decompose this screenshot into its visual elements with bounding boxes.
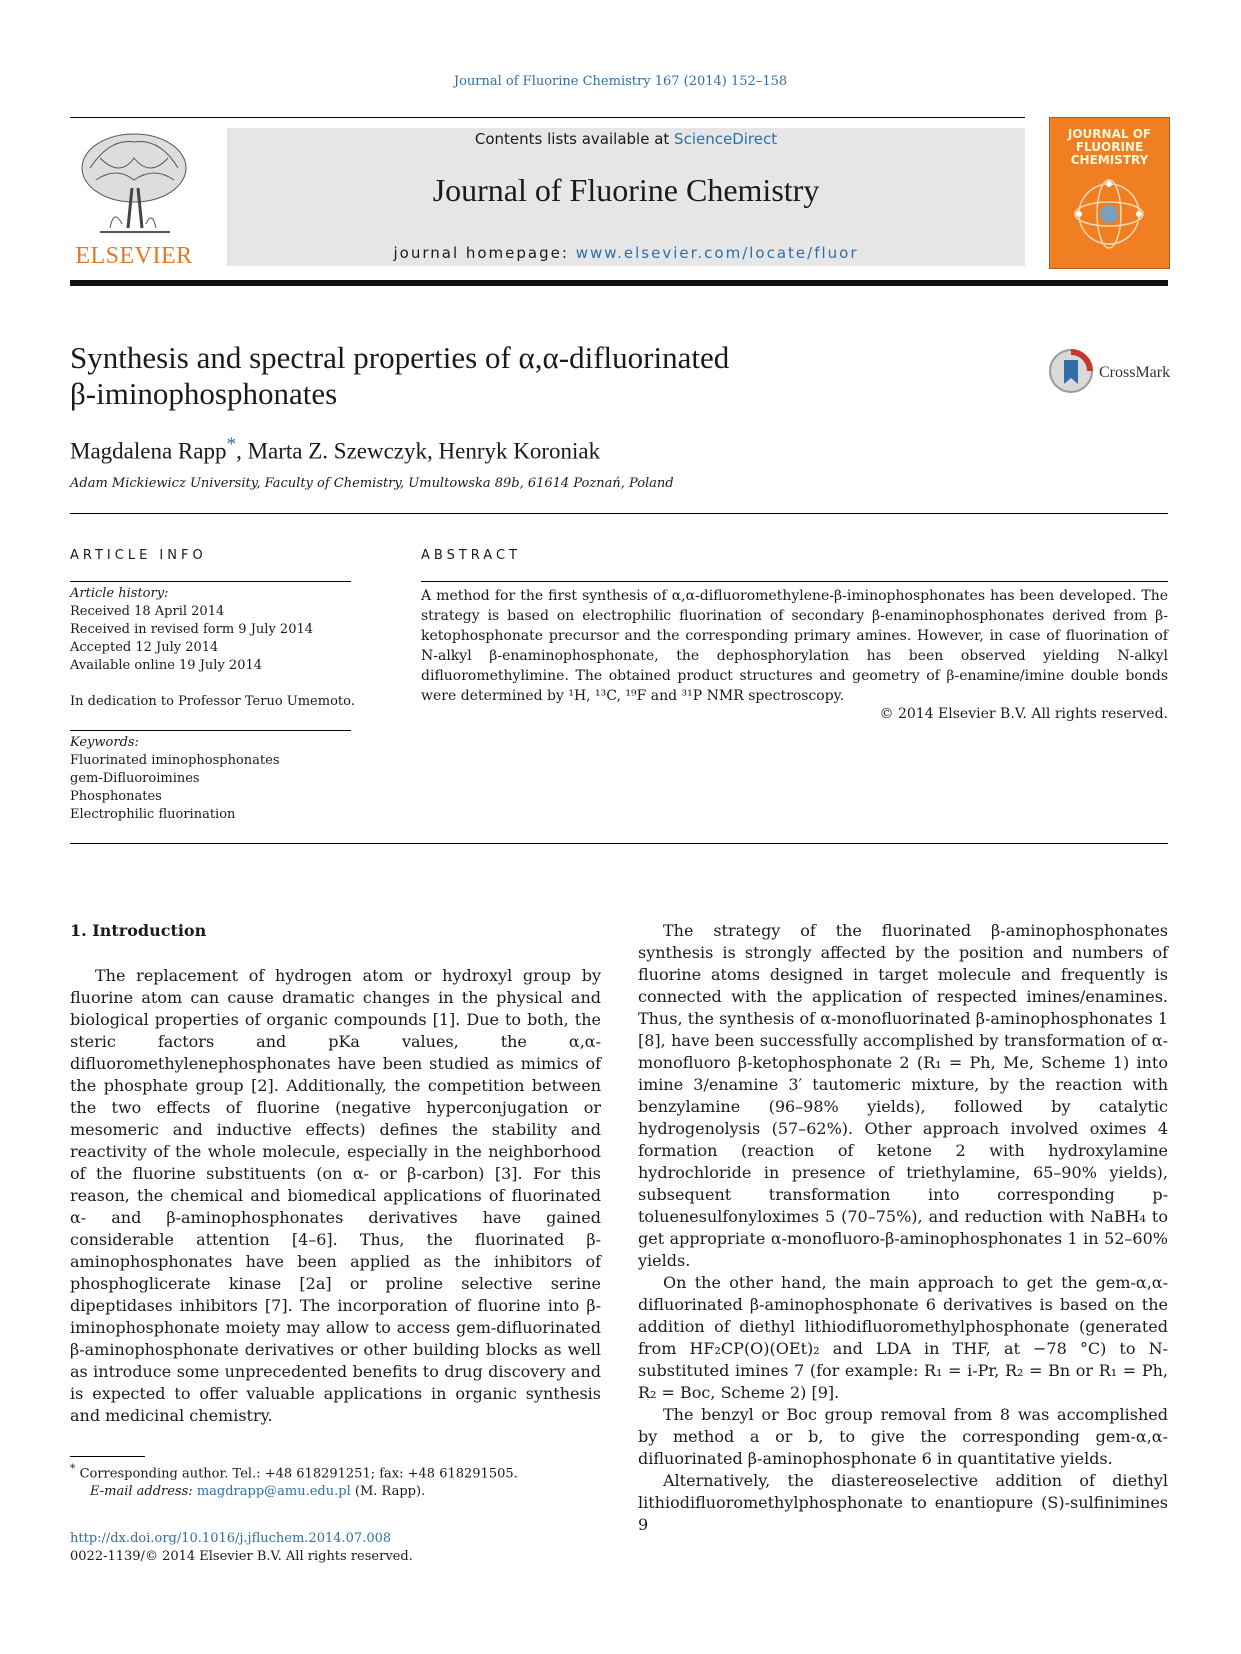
corresponding-author-mark[interactable]: * xyxy=(226,434,237,455)
elsevier-logo xyxy=(70,128,198,270)
history-received: Received 18 April 2014 xyxy=(70,604,225,619)
keyword: gem-Difluoroimines xyxy=(70,771,200,786)
abstract-text: A method for the first synthesis of α,α-difluoromethylene-β-iminophosphonates has been developed. The strategy is based on electrophilic fluorination of secondary β-enaminophosphonates derived from β-ketophosphonate precursor and the corresponding primary amines. However, in case of fluorination of N-alkyl β-enaminophosphonate, the dephosphorylation has been observed yielding N-alkyl difluoromethylimine. The obtained product structures and geometry of β-enamine/imine double bonds were determined by ¹H, ¹³C, ¹⁹F and ³¹P NMR spectroscopy. xyxy=(421,588,1168,704)
homepage-prefix: journal homepage: xyxy=(393,244,576,262)
paragraph: The replacement of hydrogen atom or hydroxyl group by fluorine atom can cause dramatic changes in the physical and biological properties of organic compounds [1]. Due to both, the steric factors and pKa values, the α,α-difluoromethylenephosphonates have been studied as mimics of the phosphate group [2]. Additionally, the competition between the two effects of fluorine (negative hyperconjugation or mesomeric and inductive effects) defines the stability and reactivity of the whole molecule, especially in the neighborhood of the fluorine substituents (on α- or β-carbon) [3]. For this reason, the chemical and biomedical applications of fluorinated α- and β-aminophosphonates derivatives have gained considerable attention [4–6]. Thus, the fluorinated β-aminophosphonates have been applied as the inhibitors of phosphoglicerate kinase [2a] or proline selective serine dipeptidases inhibitors [7]. The incorporation of fluorine into β-iminophosphonate moiety may allow to access gem-difluorinated β-aminophosphonate derivatives or other building blocks as well as introduce some unprecedented benefits to drug discovery and is expected to offer valuable applications in organic synthesis and medicinal chemistry. xyxy=(70,966,601,1425)
history-accepted: Accepted 12 July 2014 xyxy=(70,640,219,655)
corresponding-author: Corresponding author. Tel.: +48 618291251; fax: +48 618291505. xyxy=(79,1466,518,1482)
email-label: E-mail address: xyxy=(90,1484,197,1500)
cover-title-line: FLUORINE xyxy=(1075,140,1144,154)
email-link[interactable]: magdrapp@amu.edu.pl xyxy=(196,1484,351,1500)
issn-copyright: 0022-1139/© 2014 Elsevier B.V. All rights reserved. xyxy=(70,1549,413,1564)
crossmark-label: CrossMark xyxy=(1099,364,1171,381)
other-authors: , Marta Z. Szewczyk, Henryk Koroniak xyxy=(236,438,601,464)
keyword: Phosphonates xyxy=(70,789,162,804)
divider xyxy=(421,581,1168,582)
cover-title-line: JOURNAL OF xyxy=(1067,127,1152,141)
contents-prefix: Contents lists available at xyxy=(474,130,675,148)
journal-citation-link[interactable]: Journal of Fluorine Chemistry 167 (2014) 152–158 xyxy=(453,74,788,89)
footnote-mark: * xyxy=(70,1462,76,1475)
article-history xyxy=(70,585,360,711)
keywords xyxy=(70,734,360,824)
divider xyxy=(70,730,351,731)
section-heading: 1. Introduction xyxy=(70,921,207,940)
history-revised: Received in revised form 9 July 2014 xyxy=(70,622,314,637)
crossmark-icon xyxy=(1048,348,1094,394)
atom-icon xyxy=(1064,174,1154,254)
keyword: Fluorinated iminophosphonates xyxy=(70,753,280,768)
footnote-email-line xyxy=(70,1483,610,1501)
affiliation: Adam Mickiewicz University, Faculty of Chemistry, Umultowska 89b, 61614 Poznań, Poland xyxy=(70,476,674,491)
divider xyxy=(70,581,351,582)
body-column-right xyxy=(638,920,1168,1536)
sciencedirect-link[interactable]: ScienceDirect xyxy=(674,130,778,148)
paragraph: The strategy of the fluorinated β-aminophosphonates synthesis is strongly affected by the position and numbers of fluorine atoms designed in target molecule and frequently is connected with the application of respected imines/enamines. Thus, the synthesis of α-monofluorinated β-aminophosphonates 1 [8], have been successfully accomplished by transformation of α-monofluoro β-ketophosphonate 2 (R₁ = Ph, Me, Scheme 1) into imine 3/enamine 3′ tautomeric mixture, by the reaction with benzylamine (96–98% yields), followed by catalytic hydrogenolysis (57–62%). Other approach involved oximes 4 formation (reaction of ketone 2 with hydroxylamine hydrochloride in presence of triethylamine, 65–90% yields), subsequent transformation into corresponding p-toluenesulfonyloximes 5 (70–75%), and reduction with NaBH₄ to get appropriate α-monofluoro-β-aminophosphonates 1 in 52–60% yields. xyxy=(638,921,1168,1270)
paragraph: On the other hand, the main approach to get the gem-α,α-difluorinated β-aminophosphonate 6 derivatives is based on the addition of diethyl lithiodifluoromethylphosphonate (generated from HF₂CP(O)(OEt)₂ and LDA in THF, at −78 °C) to N-substituted imines 7 (for example: R₁ = i-Pr, R₂ = Bn or R₁ = Ph, R₂ = Boc, Scheme 2) [9]. xyxy=(638,1273,1168,1402)
cover-title-line: CHEMISTRY xyxy=(1070,153,1149,167)
journal-homepage xyxy=(227,244,1025,262)
crossmark-button[interactable] xyxy=(1048,348,1170,396)
journal-title: Journal of Fluorine Chemistry xyxy=(432,172,820,208)
author-name[interactable]: Magdalena Rapp xyxy=(70,438,227,464)
doi-link[interactable]: http://dx.doi.org/10.1016/j.jfluchem.2014.07.008 xyxy=(70,1531,392,1546)
publisher-name: ELSEVIER xyxy=(75,243,193,269)
article-title xyxy=(70,340,930,412)
body-column-left xyxy=(70,965,601,1427)
keyword: Electrophilic fluorination xyxy=(70,807,236,822)
dedication: In dedication to Professor Teruo Umemoto. xyxy=(70,694,355,709)
contents-line xyxy=(227,130,1025,148)
homepage-link[interactable]: www.elsevier.com/locate/fluor xyxy=(575,244,859,262)
footnote-rule xyxy=(70,1456,145,1457)
article-info-heading: ARTICLE INFO xyxy=(70,548,207,563)
abstract-copyright: © 2014 Elsevier B.V. All rights reserved. xyxy=(879,706,1168,722)
keywords-label: Keywords: xyxy=(70,735,139,750)
email-suffix: (M. Rapp). xyxy=(350,1484,426,1500)
history-online: Available online 19 July 2014 xyxy=(70,658,263,673)
page-footer xyxy=(70,1530,610,1566)
footnote-line xyxy=(70,1460,610,1483)
divider xyxy=(70,843,1168,844)
cover-title xyxy=(1050,128,1169,167)
paragraph: The benzyl or Boc group removal from 8 was accomplished by method a or b, to give the corresponding gem-α,α-difluorinated β-aminophosphonate 6 in quantitative yields. xyxy=(638,1405,1168,1468)
title-line: Synthesis and spectral properties of α,α-difluorinated xyxy=(70,340,730,375)
title-line: β-iminophosphonates xyxy=(70,376,338,411)
elsevier-tree-icon xyxy=(70,128,198,240)
authors xyxy=(70,434,600,465)
journal-banner xyxy=(227,128,1025,266)
footnote xyxy=(70,1460,610,1501)
divider xyxy=(70,513,1168,514)
paragraph: Alternatively, the diastereoselective addition of diethyl lithiodifluoromethylphosphonate to enantiopure (S)-sulfinimines 9 xyxy=(638,1471,1168,1534)
history-label: Article history: xyxy=(70,586,169,601)
abstract-heading: ABSTRACT xyxy=(421,548,521,563)
header-thick-rule xyxy=(70,280,1168,286)
journal-cover xyxy=(1049,117,1170,269)
header-rule xyxy=(70,117,1025,118)
